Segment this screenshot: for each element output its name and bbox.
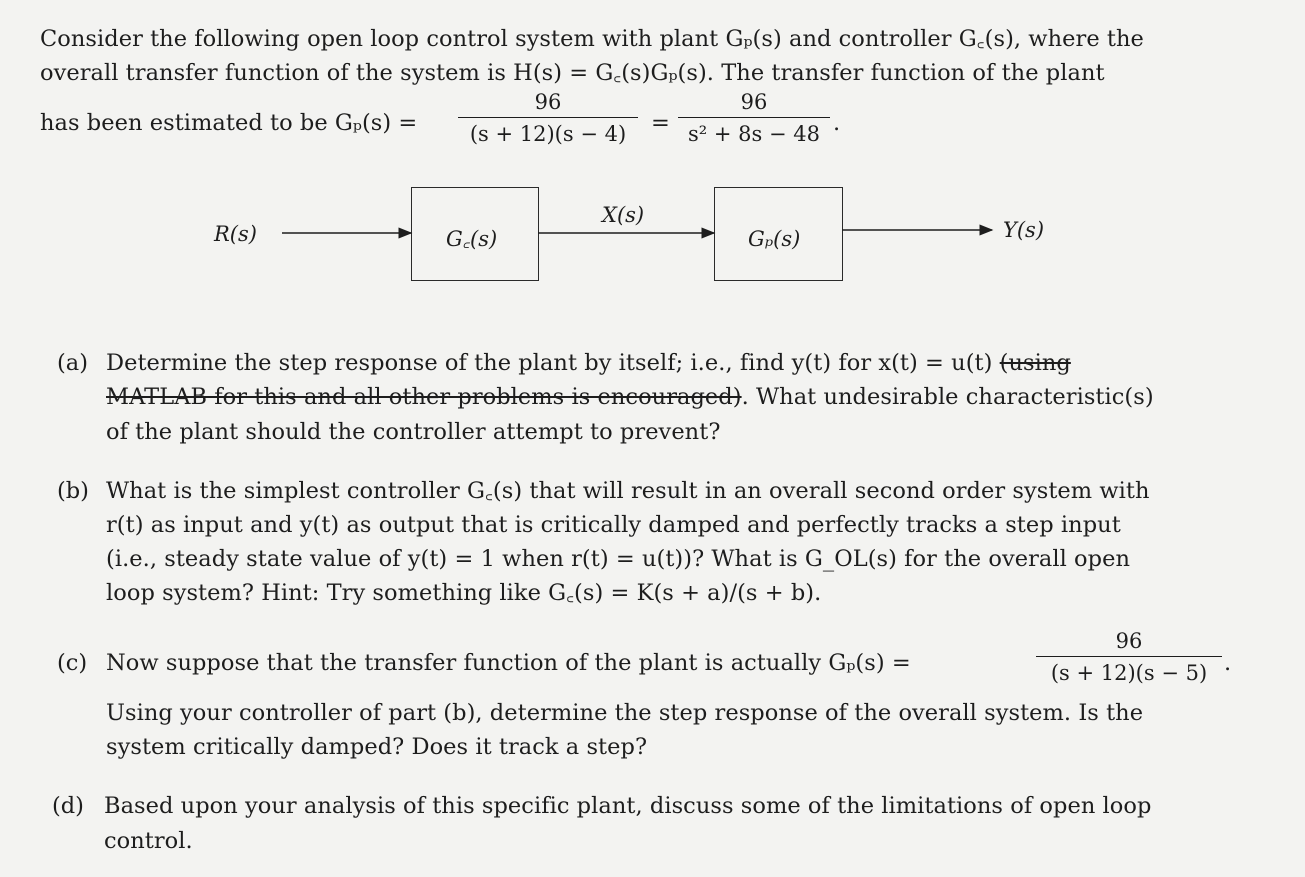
actual-plant-fraction <box>1036 628 1222 686</box>
period: . <box>833 110 841 136</box>
part-a-line-1-text: Determine the step response of the plant by itself; i.e., find y(t) for x(t) = u(t) <box>106 350 993 376</box>
fraction-denominator: (s + 12)(s − 5) <box>1050 661 1208 686</box>
fraction-bar <box>1036 656 1222 657</box>
part-d-line-1: Based upon your analysis of this specific plant, discuss some of the limitations of open loop <box>104 793 1152 819</box>
controller-label: G꜀(s) <box>446 227 498 251</box>
part-a-struck-text-1: (using <box>999 350 1071 376</box>
part-a-line-1 <box>106 348 1071 378</box>
part-b-line-3: (i.e., steady state value of y(t) = 1 when r(t) = u(t))? What is G_OL(s) for the overall open <box>106 546 1130 572</box>
part-c-tag: (c) <box>57 650 88 676</box>
part-b-tag: (b) <box>57 478 89 504</box>
fraction-numerator: 96 <box>1115 629 1143 653</box>
part-c-line-3: system critically damped? Does it track a step? <box>106 734 648 760</box>
part-a-struck-text-2: MATLAB for this and all other problems is encouraged) <box>106 384 742 410</box>
output-label: Y(s) <box>1003 218 1045 242</box>
intro-line-3: has been estimated to be Gₚ(s) = <box>40 110 418 136</box>
part-a-line-2 <box>106 382 1154 412</box>
part-c-line-2: Using your controller of part (b), determine the step response of the overall system. Is the <box>106 700 1144 726</box>
part-c-line-1: Now suppose that the transfer function of the plant is actually Gₚ(s) = <box>106 650 911 676</box>
input-label: R(s) <box>214 222 257 246</box>
intermediate-label: X(s) <box>602 203 645 227</box>
part-b-line-1: What is the simplest controller G꜀(s) that will result in an overall second order system with <box>106 478 1150 504</box>
plant-label: Gₚ(s) <box>748 227 801 251</box>
period: . <box>1224 650 1232 676</box>
fraction-denominator: s² + 8s − 48 <box>688 122 820 147</box>
part-d-line-2: control. <box>104 828 193 854</box>
part-b-line-4: loop system? Hint: Try something like G꜀(s) = K(s + a)/(s + b). <box>106 580 822 606</box>
part-a-line-3: of the plant should the controller attempt to prevent? <box>106 419 721 445</box>
fraction-denominator: (s + 12)(s − 4) <box>469 122 627 147</box>
fraction-numerator: 96 <box>534 90 562 114</box>
intro-line-1: Consider the following open loop control system with plant Gₚ(s) and controller G꜀(s), where the <box>40 26 1144 52</box>
part-b-line-2: r(t) as input and y(t) as output that is critically damped and perfectly tracks a step input <box>106 512 1121 538</box>
equals-sign: = <box>651 110 670 136</box>
part-a-line-2-text: . What undesirable characteristic(s) <box>741 384 1154 410</box>
intro-line-2: overall transfer function of the system is H(s) = G꜀(s)Gₚ(s). The transfer function of the plant <box>40 60 1105 86</box>
part-a-tag: (a) <box>57 350 88 376</box>
fraction-numerator: 96 <box>740 90 768 114</box>
part-d-tag: (d) <box>52 793 84 819</box>
